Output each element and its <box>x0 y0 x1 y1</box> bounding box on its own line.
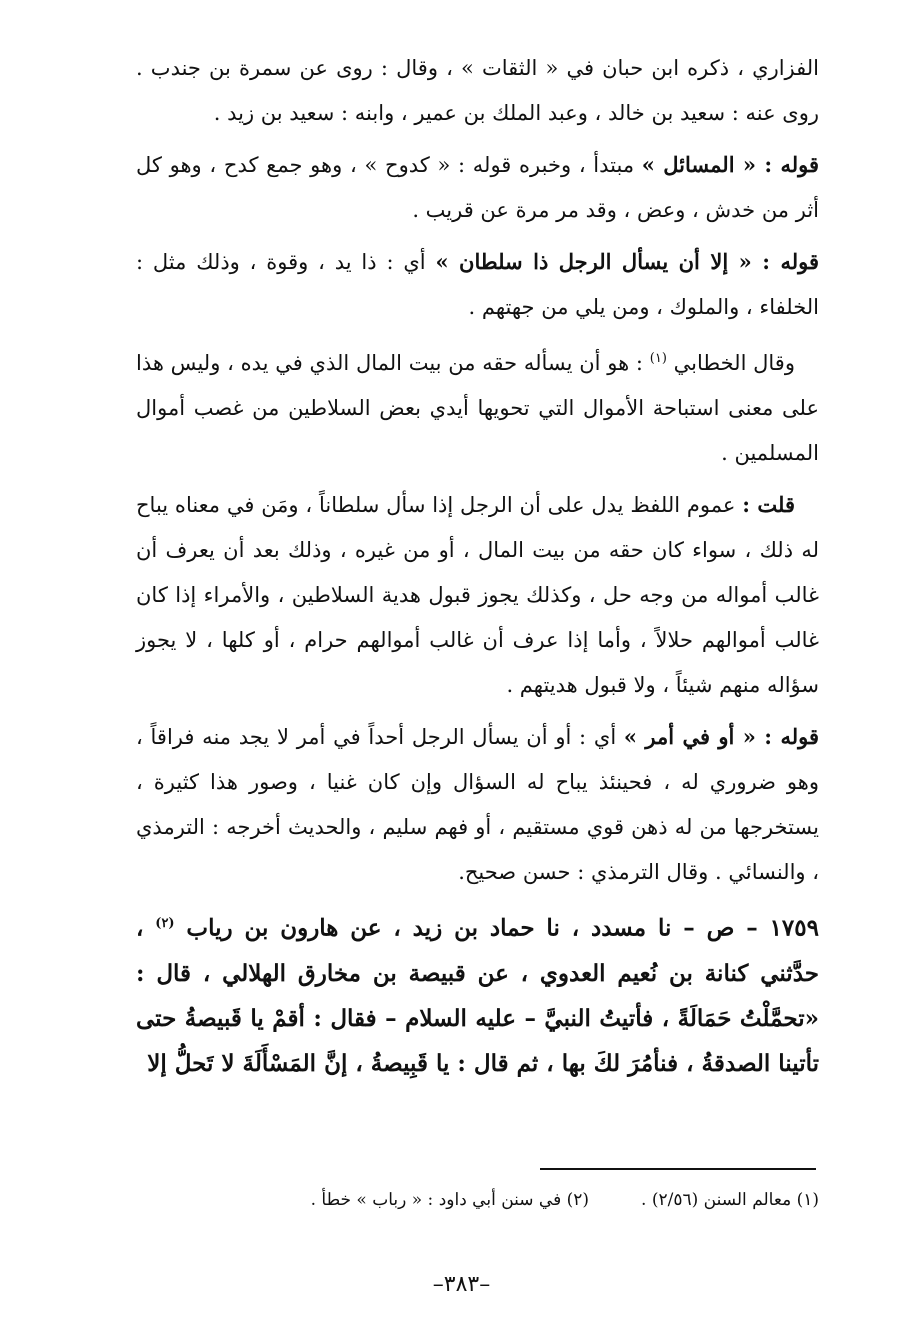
footnote-2: (٢) في سنن أبي داود : « رباب » خطأ . <box>310 1190 590 1210</box>
paragraph-narrator-bio <box>136 46 819 136</box>
hadith-1759 <box>136 901 819 1086</box>
paragraph-text: مبتدأ ، وخبره قوله : « كدوح » ، وهو جمع كدح ، وهو كل أثر من خدش ، وعض ، وقد مر مرة عن قريب . <box>136 153 819 222</box>
hadith-isnad: ١٧٥٩ – ص – نا مسدد ، نا حماد بن زيد ، عن هارون بن رياب <box>174 914 819 942</box>
footnote-ref-1: (١) <box>649 351 667 366</box>
paragraph-text: عموم اللفظ يدل على أن الرجل إذا سأل سلطاناً ، ومَن في معناه يباح له ذلك ، سواء كان حقه من بيت المال ، أو من غيره ، وذلك بعد أن يعرف أن غالب أمواله من وجه حل ، وكذلك يجوز قبول هدية السلاطين ، والأمراء إذا كان غالب أموالهم حلالاً ، وأما إذا عرف أن غالب أموالهم حرام ، أو كلها ، لا يجوز سؤاله منهم شيئاً ، ولا قبول هديتهم . <box>136 493 819 697</box>
footnotes <box>136 1186 819 1214</box>
main-text <box>136 46 819 1086</box>
hadith-matn: ، حدَّثني كنانة بن نُعيم العدوي ، عن قبيصة بن مخارق الهلالي ، قال : «تحمَّلْتُ حَمَالَةً ، فأتيتُ النبيَّ – عليه السلام – فقال : أقمْ يا قَبيصةُ حتى تأتينا الصدقةُ ، فنأمُرَ لكَ بها ، ثم قال : يا قَبِيصةُ ، إنَّ المَسْأَلَةَ لا تَحلُّ إلا <box>136 914 819 1077</box>
paragraph-lead: قوله : « المسائل » <box>641 152 819 177</box>
paragraph-text: : هو أن يسأله حقه من بيت المال الذي في يده ، وليس هذا على معنى استباحة الأموال التي تحويها أيدي بعض السلاطين من غصب أموال المسلمين . <box>136 351 819 465</box>
paragraph-text: أي : أو أن يسأل الرجل أحداً في أمر لا يجد منه فراقاً ، وهو ضروري له ، فحينئذ يباح له السؤال وإن كان غنيا ، وصور هذا كثيرة ، يستخرجها من له ذهن قوي مستقيم ، أو فهم سليم ، والحديث أخرجه : الترمذي ، والنسائي . وقال الترمذي : حسن صحيح. <box>136 725 819 884</box>
paragraph-amr <box>136 714 819 895</box>
paragraph-qultu <box>136 482 819 708</box>
paragraph-lead: قلت : <box>742 492 795 517</box>
paragraph-sultan <box>136 239 819 330</box>
paragraph-khattabi <box>136 336 819 476</box>
paragraph-lead: قوله : « إلا أن يسأل الرجل ذا سلطان » <box>435 249 819 274</box>
paragraph-lead: قوله : « أو في أمر » <box>623 724 819 749</box>
paragraph-masail <box>136 142 819 233</box>
footnote-separator <box>540 1168 816 1170</box>
paragraph-text: أي : ذا يد ، وقوة ، وذلك مثل : الخلفاء ، والملوك ، ومن يلي من جهتهم . <box>136 250 819 319</box>
paragraph-text: الفزاري ، ذكره ابن حبان في « الثقات » ، وقال : روى عن سمرة بن جندب . روى عنه : سعيد بن خالد ، وعبد الملك بن عمير ، وابنه : سعيد بن زيد . <box>136 56 819 125</box>
footnote-ref-2: (٢) <box>155 916 175 931</box>
paragraph-pre: وقال الخطابي <box>666 351 795 375</box>
footnote-1: (١) معالم السنن (٢/٥٦) . <box>641 1190 819 1210</box>
page-number: –٣٨٣– <box>432 1272 491 1297</box>
